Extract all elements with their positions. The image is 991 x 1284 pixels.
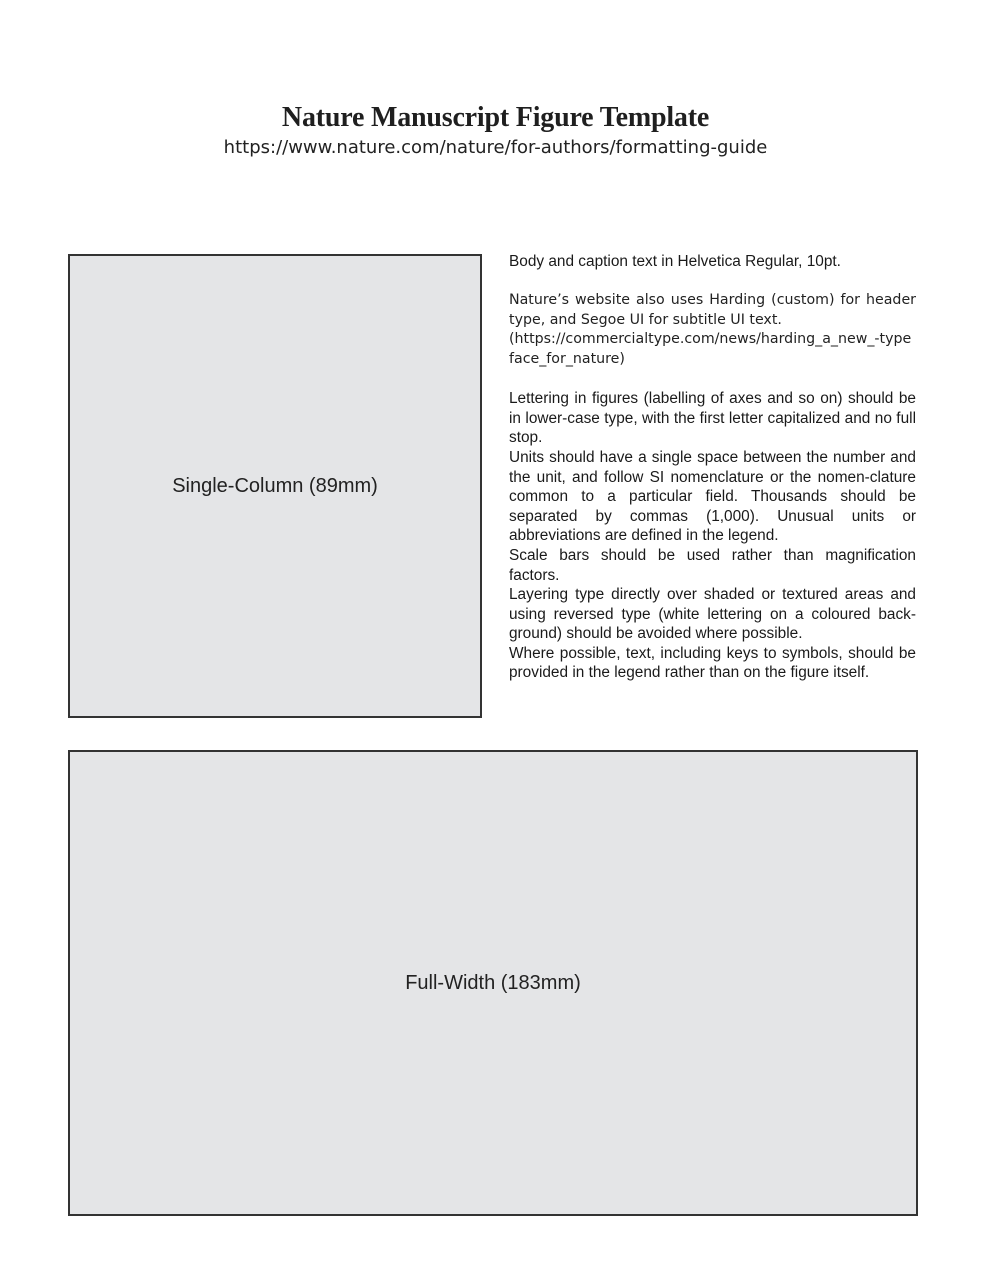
spacer [509,272,916,292]
note-scale-bars: Scale bars should be used rather than magnification factors. [509,546,916,584]
note-units: Units should have a single space between the number and the unit, and follow SI nomenclature or the nomen-clature common to a particular field. Thousands should be separated by commas (1,000). Unusual units or abbreviations are defined in the legend. [509,448,916,545]
single-column-label: Single-Column (89mm) [172,474,378,497]
note-lettering: Lettering in figures (labelling of axes and so on) should be in lower-case type, with the first letter capitalized and no full stop. [509,390,916,447]
note-website-fonts: Nature’s website also uses Harding (custom) for header type, and Segoe UI for subtitle UI text. [509,292,916,328]
single-column-panel [68,254,482,718]
note-website-fonts-url: (https://commercialtype.com/news/harding_a_new_-typeface_for_nature) [509,331,912,367]
note-body-font: Body and caption text in Helvetica Regular, 10pt. [509,253,841,270]
full-width-panel [68,750,918,1216]
formatting-notes [509,252,916,683]
note-legend-text: Where possible, text, including keys to symbols, should be provided in the legend rather than on the figure itself. [509,644,916,682]
note-layering: Layering type directly over shaded or textured areas and using reversed type (white lettering on a coloured back-ground) should be avoided where possible. [509,586,916,643]
full-width-label: Full-Width (183mm) [405,971,581,994]
formatting-guide-url: https://www.nature.com/nature/for-authors/formatting-guide [223,137,768,158]
spacer [509,370,916,390]
page-title: Nature Manuscript Figure Template [281,102,710,133]
